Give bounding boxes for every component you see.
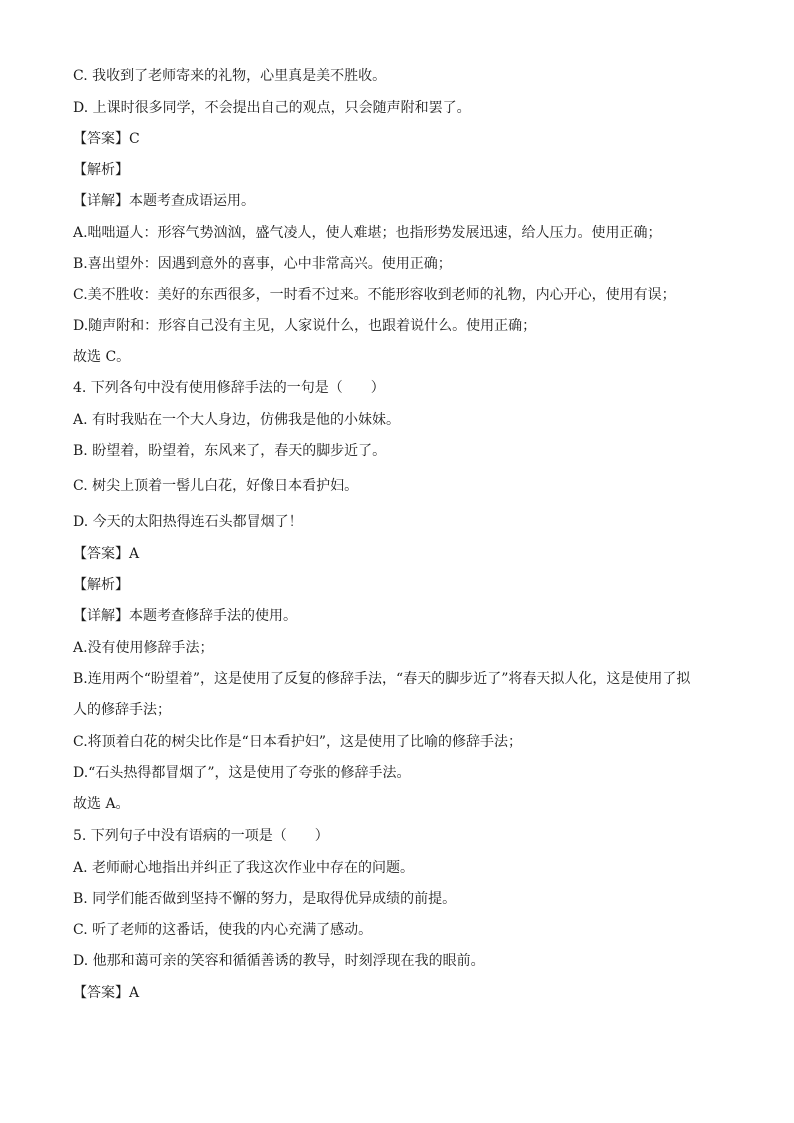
q3-explanation-d: D.随声附和：形容自己没有主见，人家说什么，也跟着说什么。使用正确；: [73, 318, 537, 334]
q4-option-a: A. 有时我贴在一个大人身边，仿佛我是他的小妹妹。: [73, 412, 401, 428]
q4-option-b: B. 盼望着，盼望着，东风来了，春天的脚步近了。: [73, 443, 387, 459]
q4-stem: 4. 下列各句中没有使用修辞手法的一句是（ ）: [73, 380, 385, 396]
q3-option-d: D. 上课时很多同学，不会提出自己的观点，只会随声附和罢了。: [73, 100, 471, 116]
q3-answer: [73, 129, 140, 149]
detail-text: 本题考查成语运用。: [129, 193, 255, 209]
q3-analysis-label: 【解析】: [73, 162, 129, 178]
answer-label: 【答案】: [73, 546, 129, 562]
q4-conclusion: 故选 A。: [73, 796, 130, 812]
detail-label: 【详解】: [73, 608, 129, 624]
q3-option-c: C. 我收到了老师寄来的礼物，心里真是美不胜收。: [73, 68, 387, 84]
q4-option-d: D. 今天的太阳热得连石头都冒烟了！: [73, 514, 303, 530]
q5-option-a: A. 老师耐心地指出并纠正了我这次作业中存在的问题。: [73, 860, 415, 876]
q3-conclusion: 故选 C。: [73, 349, 131, 365]
q4-detail: [73, 606, 297, 626]
q5-answer: [73, 983, 139, 1003]
answer-label: 【答案】: [73, 131, 129, 147]
q4-explanation-b: B.连用两个“盼望着”，这是使用了反复的修辞手法，“春天的脚步近了”将春天拟人化，这是使用了拟: [73, 671, 691, 687]
answer-label: 【答案】: [73, 985, 129, 1001]
q5-option-c: C. 听了老师的这番话，使我的内心充满了感动。: [73, 922, 373, 938]
q3-explanation-c: C.美不胜收：美好的东西很多，一时看不过来。不能形容收到老师的礼物，内心开心，使用有误；: [73, 287, 676, 303]
q4-explanation-a: A.没有使用修辞手法；: [73, 640, 214, 656]
q5-option-d: D. 他那和蔼可亲的笑容和循循善诱的教导，时刻浮现在我的眼前。: [73, 953, 485, 969]
q4-option-c: C. 树尖上顶着一髻儿白花，好像日本看护妇。: [73, 478, 359, 494]
detail-label: 【详解】: [73, 193, 129, 209]
q4-explanation-b-continued: 人的修辞手法；: [73, 702, 171, 718]
q5-option-b: B. 同学们能否做到坚持不懈的努力，是取得优异成绩的前提。: [73, 891, 457, 907]
answer-value: A: [129, 985, 140, 1001]
answer-value: A: [129, 546, 140, 562]
q4-explanation-d: D.“石头热得都冒烟了”，这是使用了夸张的修辞手法。: [73, 765, 411, 781]
q4-analysis-label: 【解析】: [73, 577, 129, 593]
detail-text: 本题考查修辞手法的使用。: [129, 608, 297, 624]
q5-stem: 5. 下列句子中没有语病的一项是（ ）: [73, 828, 329, 844]
q3-explanation-b: B.喜出望外：因遇到意外的喜事，心中非常高兴。使用正确；: [73, 256, 452, 272]
q3-detail: [73, 191, 255, 211]
answer-value: C: [129, 131, 140, 147]
q3-explanation-a: A.咄咄逼人：形容气势汹汹，盛气凌人，使人难堪；也指形势发展迅速，给人压力。使用正确；: [73, 225, 662, 241]
q4-answer: [73, 544, 139, 564]
q4-explanation-c: C.将顶着白花的树尖比作是“日本看护妇”，这是使用了比喻的修辞手法；: [73, 734, 522, 750]
